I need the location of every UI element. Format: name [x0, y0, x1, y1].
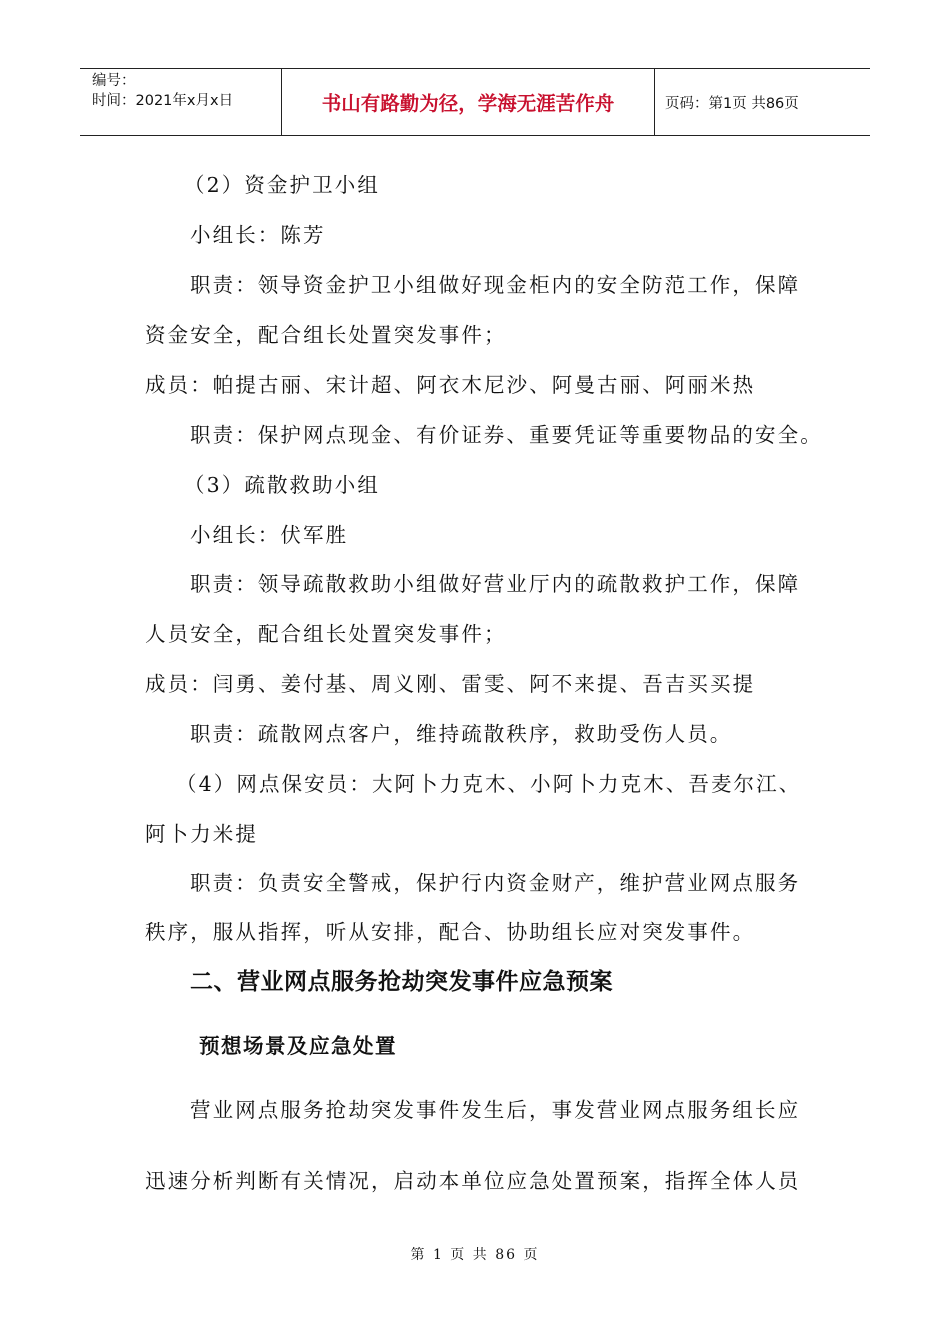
document-number-label: 编号：	[92, 73, 136, 89]
text-line: 职责：领导疏散救助小组做好营业厅内的疏散救护工作，保障	[190, 572, 801, 596]
text-line: 成员：闫勇、姜付基、周义刚、雷雯、阿不来提、吾吉买买提	[145, 672, 756, 696]
text-line: （4）网点保安员：大阿卜力克木、小阿卜力克木、吾麦尔江、	[176, 772, 802, 796]
text-line: 秩序，服从指挥，听从安排，配合、协助组长应对突发事件。	[145, 920, 756, 944]
section-heading: 二、营业网点服务抢劫突发事件应急预案	[190, 969, 613, 995]
text-line: 成员：帕提古丽、宋计超、阿衣木尼沙、阿曼古丽、阿丽米热	[145, 373, 756, 397]
text-line: 小组长：陈芳	[190, 223, 326, 247]
text-line: 小组长：伏军胜	[190, 523, 349, 547]
text-line: 资金安全，配合组长处置突发事件；	[145, 323, 507, 347]
header-motto: 书山有路勤为径，学海无涯苦作舟	[321, 92, 615, 115]
header-page-info: 页码：第1页 共86页	[665, 95, 799, 112]
text-line: 职责：保护网点现金、有价证券、重要凭证等重要物品的安全。	[190, 423, 823, 447]
text-line: 职责：疏散网点客户，维持疏散秩序，救助受伤人员。	[190, 722, 733, 746]
text-line: 阿卜力米提	[145, 822, 258, 846]
header-motto-cell	[282, 69, 655, 135]
paragraph-line: 营业网点服务抢劫突发事件发生后，事发营业网点服务组长应	[190, 1098, 801, 1122]
document-header	[80, 68, 870, 136]
paragraph-line: 迅速分析判断有关情况，启动本单位应急处置预案，指挥全体人员	[145, 1169, 801, 1193]
text-line: 人员安全，配合组长处置突发事件；	[145, 622, 507, 646]
text-line: （3）疏散救助小组	[184, 473, 380, 497]
text-line: 职责：领导资金护卫小组做好现金柜内的安全防范工作，保障	[190, 273, 801, 297]
header-page-cell	[655, 69, 870, 135]
subsection-heading: 预想场景及应急处置	[199, 1034, 397, 1058]
text-line: （2）资金护卫小组	[184, 173, 380, 197]
header-meta-cell	[80, 69, 282, 135]
page-footer: 第 1 页 共 86 页	[410, 1247, 540, 1263]
document-time-label: 时间：2021年x月x日	[92, 93, 234, 109]
text-line: 职责：负责安全警戒，保护行内资金财产，维护营业网点服务	[190, 871, 801, 895]
